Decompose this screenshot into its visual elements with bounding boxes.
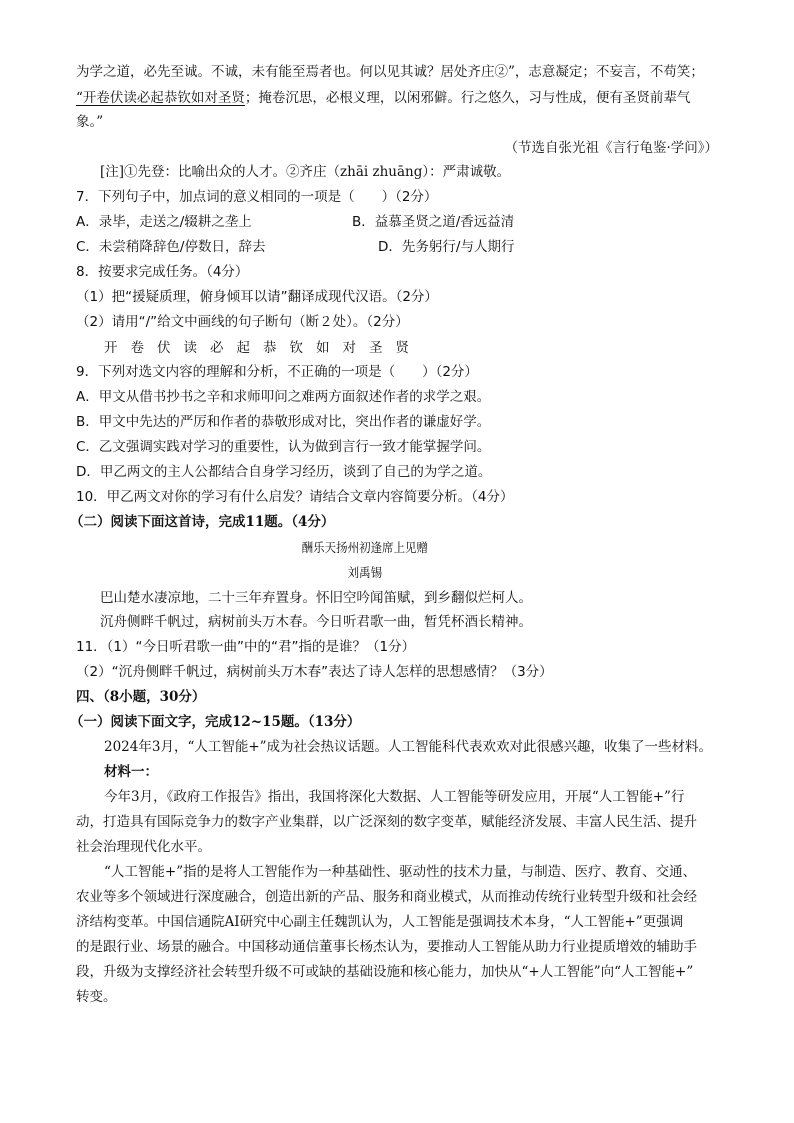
q8-part-2: （2）请用“/”给文中画线的句子断句（断２处）。（2分） — [76, 314, 409, 330]
q8-stem: 8．按要求完成任务。（4分） — [76, 264, 249, 280]
material-1-line-3: 社会治理现代化水平。 — [76, 839, 211, 855]
material-1-line-1: 今年3月，《政府工作报告》指出，我国将深化大数据、人工智能等研发应用，开展“人工智能+”行 — [104, 789, 685, 805]
passage-line-2-rest: ；掩卷沉思，必根义理，以闲邪僻。行之悠久，习与性成，便有圣贤前辈气 — [244, 90, 691, 106]
q7-option-b: B．益慕圣贤之道/香远益清 — [352, 214, 515, 230]
q9-option-c: C．乙文强调实践对学习的重要性，认为做到言行一致才能掌握学问。 — [76, 439, 491, 455]
section-2-heading: （二）阅读下面这首诗，完成11题。（4分） — [70, 514, 335, 530]
material-2-line-1: “人工智能+”指的是将人工智能作为一种基础性、驱动性的技术力量，与制造、医疗、教育、交通、 — [104, 864, 697, 880]
q11-part-2: （2）“沉舟侧畔千帆过，病树前头万木春”表达了诗人怎样的思想感情？（3分） — [76, 664, 553, 680]
material-2-line-5: 段，升级为支撑经济社会转型升级不可或缺的基础设施和核心能力，加快从“+人工智能”向“人工智能+” — [76, 964, 694, 980]
q7-option-c: C．未尝稍降辞色/停数日，辞去 — [76, 239, 266, 255]
passage-line-3: 象。” — [76, 114, 104, 130]
material-2-line-6: 转变。 — [76, 989, 117, 1005]
q7-option-a: A．录毕，走送之/辍耕之垄上 — [76, 214, 252, 230]
q11-part-1: 11．（1）“今日听君歌一曲”中的“君”指的是谁？（1分） — [76, 639, 416, 655]
part-4-intro: 2024年3月，“人工智能+”成为社会热议话题。人工智能科代表欢欢对此很感兴趣，收集了一些材料。 — [104, 739, 713, 755]
q9-stem: 9．下列对选文内容的理解和分析，不正确的一项是（ ）（2分） — [76, 364, 478, 380]
material-2-line-3: 济结构变革。中国信通院AI研究中心副主任魏凯认为，人工智能是强调技术本身，“人工智能+”更强调 — [76, 914, 684, 930]
q9-option-d: D．甲乙两文的主人公都结合自身学习经历，谈到了自己的为学之道。 — [76, 464, 492, 480]
material-1-label: 材料一： — [104, 764, 158, 780]
q7-stem: 7．下列句子中，加点词的意义相同的一项是（ ）（2分） — [76, 189, 438, 205]
q10-stem: 10．甲乙两文对你的学习有什么启发？请结合文章内容简要分析。（4分） — [76, 489, 514, 505]
part-4-heading: 四、（8小题，30分） — [76, 689, 206, 705]
passage-line-2 — [76, 88, 690, 108]
material-2-line-2: 农业等多个领域进行深度融合，创造出新的产品、服务和商业模式，从而推动传统行业转型升级和社会经 — [76, 889, 697, 905]
part-4-subheading: （一）阅读下面文字，完成12~15题。（13分） — [70, 714, 361, 730]
material-2-line-4: 的是跟行业、场景的融合。中国移动通信董事长杨杰认为，要推动人工智能从助力行业提质增效的辅助手 — [76, 939, 697, 955]
poem-line-2: 沉舟侧畔千帆过，病树前头万木春。今日听君歌一曲，暂凭杯酒长精神。 — [100, 614, 532, 630]
poem-author: 刘禹锡 — [347, 565, 383, 580]
q9-option-a: A．甲文从借书抄书之辛和求师叩问之难两方面叙述作者的求学之艰。 — [76, 389, 491, 405]
passage-note: [注]①先登：比喻出众的人才。②齐庄（zhāi zhuāng）：严肃诚敬。 — [100, 164, 511, 180]
material-1-line-2: 动，打造具有国际竞争力的数字产业集群，以广泛深刻的数字变革，赋能经济发展、丰富人民生活、提升 — [76, 814, 697, 830]
q9-option-b: B．甲文中先达的严厉和作者的恭敬形成对比，突出作者的谦虚好学。 — [76, 414, 491, 430]
poem-title: 酬乐天扬州初逢席上见赠 — [301, 540, 429, 555]
underlined-sentence: “开卷伏读必起恭钦如对圣贤 — [76, 90, 245, 106]
q8-sentence: 开卷伏读必起恭钦如对圣贤 — [104, 340, 422, 356]
passage-source: （节选自张光祖《言行龟鉴·学问》） — [504, 140, 718, 156]
q7-option-d: D．先务躬行/与人期行 — [378, 239, 515, 255]
poem-line-1: 巴山楚水凄凉地，二十三年弃置身。怀旧空吟闻笛赋，到乡翻似烂柯人。 — [100, 590, 532, 606]
passage-line-1: 为学之道，必先至诚。不诚，未有能至焉者也。何以见其诚？居处齐庄②”，志意凝定；不妄言，不苟笑； — [76, 64, 704, 80]
q8-part-1: （1）把“援疑质理，俯身倾耳以请”翻译成现代汉语。（2分） — [76, 289, 438, 305]
